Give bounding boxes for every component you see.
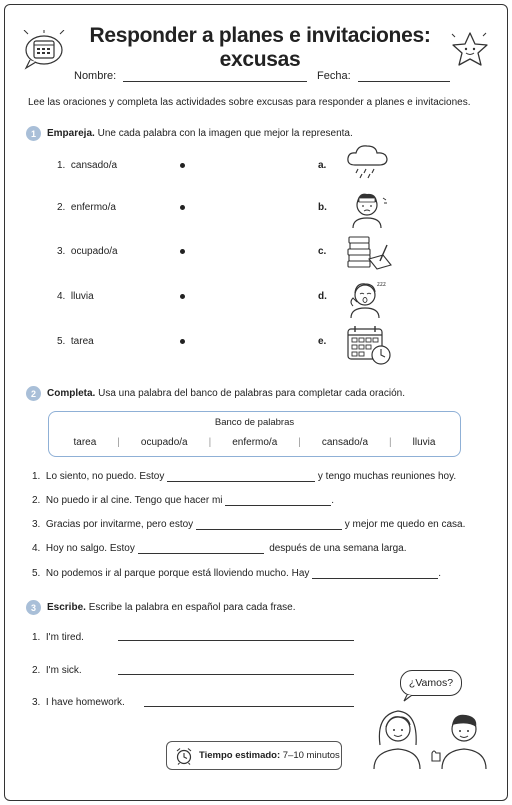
section-1-instruction: Une cada palabra con la imagen que mejor la representa. <box>94 128 353 139</box>
date-label: Fecha: <box>317 70 351 82</box>
section-3-heading <box>26 600 296 615</box>
time-value: 7–10 minutos <box>280 750 340 761</box>
fill-in-sentence-2: 2. No puedo ir al cine. Tengo que hacer mi . <box>32 495 335 506</box>
star-icon <box>450 30 490 68</box>
section-2-title: Completa. <box>47 388 96 399</box>
two-kids-illustration <box>370 695 500 769</box>
word-bank <box>48 411 461 457</box>
books-notebook-icon <box>345 235 395 273</box>
yawning-person-icon <box>345 278 391 318</box>
answer-blank[interactable] <box>312 568 438 579</box>
match-letter-c: c. <box>318 246 327 257</box>
word-bank-divider: | <box>208 437 212 448</box>
instructions-text: Lee las oraciones y completa las actividades sobre excusas para responder a planes e invitaciones. <box>28 97 471 108</box>
match-word-4: 4. lluvia <box>57 291 94 302</box>
svg-text:zzz: zzz <box>377 282 386 288</box>
match-dot-4[interactable] <box>180 294 185 299</box>
translate-item-2: 2. I'm sick. <box>32 665 82 676</box>
match-letter-b: b. <box>318 202 327 213</box>
section-2-heading <box>26 386 405 401</box>
section-1-title: Empareja. <box>47 128 95 139</box>
word-bank-divider: | <box>117 437 120 448</box>
word-bank-title: Banco de palabras <box>214 417 295 428</box>
calendar-badge-icon <box>22 30 66 70</box>
estimated-time-box <box>166 741 342 770</box>
match-dot-1[interactable] <box>180 163 185 168</box>
match-letter-e: e. <box>318 336 327 347</box>
word-bank-divider: | <box>298 437 301 448</box>
fill-in-sentence-1: 1. Lo siento, no puedo. Estoy y tengo muchas reuniones hoy. <box>32 471 457 482</box>
section-number-badge: 1 <box>26 126 41 141</box>
name-field <box>74 70 307 82</box>
match-dot-2[interactable] <box>180 205 185 210</box>
date-input-line[interactable] <box>358 70 450 82</box>
sick-person-icon <box>345 188 391 228</box>
word-bank-word: cansado/a <box>321 437 369 448</box>
section-1-heading <box>26 126 353 141</box>
fill-in-sentence-3: 3. Gracias por invitarme, pero estoy y mejor me quedo en casa. <box>32 519 466 530</box>
date-field <box>317 70 450 82</box>
name-input-line[interactable] <box>123 70 307 82</box>
alarm-clock-icon <box>175 747 193 765</box>
answer-line-1[interactable] <box>118 640 354 641</box>
word-bank-word: enfermo/a <box>232 437 278 448</box>
page-title: Responder a planes e invitaciones: excusas <box>89 24 431 71</box>
section-2-instruction: Usa una palabra del banco de palabras para completar cada oración. <box>95 388 405 399</box>
word-bank-divider: | <box>389 437 392 448</box>
fill-in-sentence-4: 4. Hoy no salgo. Estoy después de una semana larga. <box>32 543 407 554</box>
fill-in-sentence-5: 5. No podemos ir al parque porque está lloviendo mucho. Hay . <box>32 568 441 579</box>
match-word-2: 2. enfermo/a <box>57 202 116 213</box>
match-word-3: 3. ocupado/a <box>57 246 118 257</box>
match-dot-5[interactable] <box>180 339 185 344</box>
match-word-1: 1. cansado/a <box>57 160 118 171</box>
word-bank-word: ocupado/a <box>140 437 188 448</box>
speech-bubble: ¿Vamos? <box>400 670 462 696</box>
match-dot-3[interactable] <box>180 249 185 254</box>
answer-line-3[interactable] <box>144 706 354 707</box>
section-3-title: Escribe. <box>47 602 86 613</box>
match-word-5: 5. tarea <box>57 336 94 347</box>
answer-line-2[interactable] <box>118 674 354 675</box>
answer-blank[interactable] <box>167 471 315 482</box>
time-label: Tiempo estimado: <box>199 750 281 761</box>
section-3-instruction: Escribe la palabra en español para cada frase. <box>85 602 296 613</box>
word-bank-word: lluvia <box>412 437 436 448</box>
section-number-badge: 3 <box>26 600 41 615</box>
rain-cloud-icon <box>345 143 391 179</box>
answer-blank[interactable] <box>225 495 331 506</box>
word-bank-word: tarea <box>73 437 97 448</box>
match-letter-a: a. <box>318 160 327 171</box>
translate-item-1: 1. I'm tired. <box>32 632 84 643</box>
section-number-badge: 2 <box>26 386 41 401</box>
name-label: Nombre: <box>74 70 117 82</box>
match-letter-d: d. <box>318 291 327 302</box>
calendar-clock-icon <box>345 324 393 366</box>
translate-item-3: 3. I have homework. <box>32 697 125 708</box>
answer-blank[interactable] <box>138 543 264 554</box>
answer-blank[interactable] <box>196 519 342 530</box>
